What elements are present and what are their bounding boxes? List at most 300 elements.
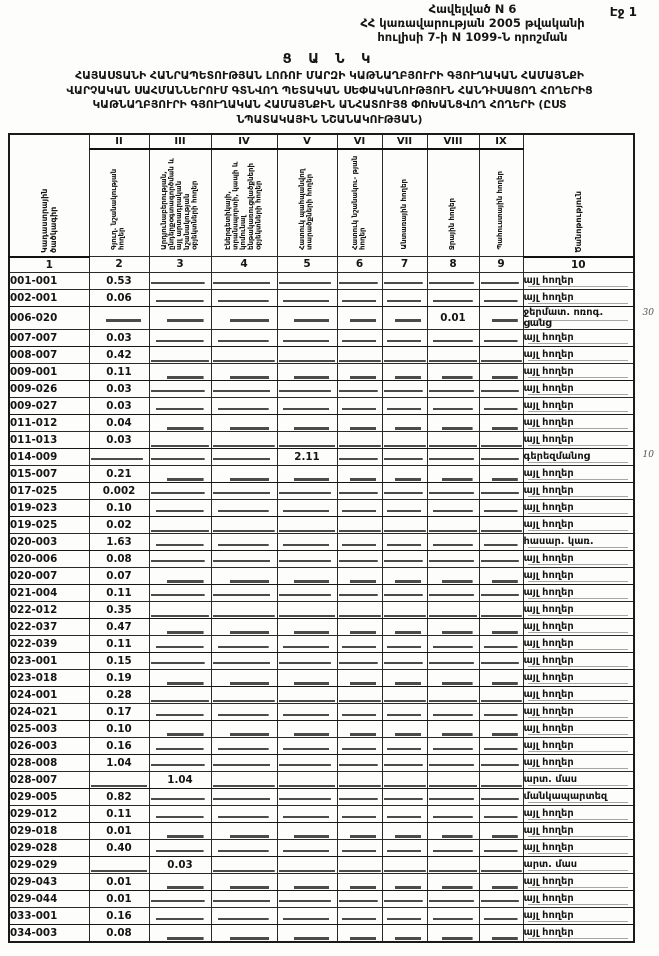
- column-number: 1: [9, 257, 89, 273]
- cell-area-col9: [479, 329, 523, 346]
- roman-numeral: V: [277, 134, 337, 149]
- table-row: [9, 431, 634, 448]
- table-row: [9, 873, 634, 890]
- cell-cadastral-code: 029-028: [9, 839, 89, 856]
- cell-area-col7: [382, 465, 427, 482]
- cell-area-col2: 0.07: [89, 567, 149, 584]
- column-number: 8: [427, 257, 479, 273]
- header-water-lands: Ջրային հողեր: [427, 149, 479, 257]
- cell-area-col4: [211, 567, 277, 584]
- cell-area-col7: [382, 890, 427, 907]
- cell-area-col6: [337, 272, 382, 289]
- cell-area-col2: 0.01: [89, 890, 149, 907]
- cell-area-col3: [149, 533, 211, 550]
- cell-area-col4: [211, 839, 277, 856]
- cell-area-col8: [427, 567, 479, 584]
- cell-cadastral-code: 033-001: [9, 907, 89, 924]
- cell-area-col7: [382, 686, 427, 703]
- table-row: [9, 703, 634, 720]
- cell-area-col9: [479, 635, 523, 652]
- cell-area-col8: [427, 788, 479, 805]
- cell-cadastral-code: 029-044: [9, 890, 89, 907]
- cell-area-col6: [337, 686, 382, 703]
- cell-area-col3: [149, 272, 211, 289]
- cell-area-col4: [211, 306, 277, 329]
- cell-note: այլ հողեր: [523, 805, 634, 822]
- cell-area-col3: [149, 380, 211, 397]
- column-number: 10: [523, 257, 634, 273]
- cell-area-col3: [149, 924, 211, 942]
- cell-area-col3: [149, 550, 211, 567]
- cell-area-col4: [211, 720, 277, 737]
- cell-area-col8: [427, 652, 479, 669]
- cell-area-col5: [277, 737, 337, 754]
- cell-area-col2: 0.04: [89, 414, 149, 431]
- cell-area-col2: 1.63: [89, 533, 149, 550]
- land-table-wrapper: [0, 133, 659, 943]
- cell-note: արտ. մաս: [523, 856, 634, 873]
- cell-area-col3: [149, 465, 211, 482]
- cell-area-col8: [427, 856, 479, 873]
- cell-area-col6: [337, 669, 382, 686]
- cell-cadastral-code: 029-012: [9, 805, 89, 822]
- cell-area-col3: [149, 414, 211, 431]
- cell-area-col7: [382, 289, 427, 306]
- cell-area-col9: [479, 363, 523, 380]
- cell-cadastral-code: 023-001: [9, 652, 89, 669]
- cell-area-col9: [479, 414, 523, 431]
- cell-area-col3: [149, 754, 211, 771]
- page-number-label: Էջ 1: [609, 5, 637, 19]
- cell-area-col2: 0.42: [89, 346, 149, 363]
- cell-cadastral-code: 024-021: [9, 703, 89, 720]
- cell-area-col2: 0.16: [89, 907, 149, 924]
- cell-note: հասար. կառ.: [523, 533, 634, 550]
- cell-note: այլ հողեր: [523, 754, 634, 771]
- scanned-page: [0, 2, 659, 943]
- cell-area-col4: [211, 289, 277, 306]
- table-row: [9, 618, 634, 635]
- cell-area-col2: [89, 771, 149, 788]
- table-row: [9, 533, 634, 550]
- table-row: [9, 720, 634, 737]
- cell-area-col6: [337, 414, 382, 431]
- cell-area-col9: [479, 516, 523, 533]
- cell-cadastral-code: 022-039: [9, 635, 89, 652]
- table-row: [9, 448, 634, 465]
- cell-cadastral-code: 011-012: [9, 414, 89, 431]
- cell-area-col5: [277, 363, 337, 380]
- cell-area-col2: 0.82: [89, 788, 149, 805]
- cell-area-col7: [382, 448, 427, 465]
- table-row: [9, 363, 634, 380]
- cell-area-col8: [427, 363, 479, 380]
- cell-area-col2: 0.11: [89, 635, 149, 652]
- cell-area-col5: [277, 272, 337, 289]
- cell-area-col3: [149, 346, 211, 363]
- cell-area-col6: [337, 737, 382, 754]
- cell-area-col5: [277, 652, 337, 669]
- cell-area-col9: [479, 499, 523, 516]
- cell-area-col2: 0.11: [89, 363, 149, 380]
- cell-area-col9: [479, 720, 523, 737]
- cell-area-col2: 0.15: [89, 652, 149, 669]
- cell-area-col7: [382, 499, 427, 516]
- table-row: [9, 805, 634, 822]
- roman-numeral: IX: [479, 134, 523, 149]
- table-row: [9, 907, 634, 924]
- cell-area-col3: [149, 703, 211, 720]
- cell-area-col8: [427, 873, 479, 890]
- cell-area-col8: [427, 533, 479, 550]
- table-row: [9, 839, 634, 856]
- header-industrial-lands: Արդյունաբերության, ընդերքօգտագործման և այլ արտադրական նշանակության օբյեկտների հողեր: [149, 149, 211, 257]
- cell-area-col6: [337, 873, 382, 890]
- cell-area-col9: [479, 924, 523, 942]
- cell-cadastral-code: 029-043: [9, 873, 89, 890]
- cell-cadastral-code: 020-007: [9, 567, 89, 584]
- cell-area-col5: [277, 754, 337, 771]
- cell-note: ջերմատ. ոռոգ. ցանց 30: [523, 306, 654, 329]
- cell-area-col4: [211, 533, 277, 550]
- cell-area-col7: [382, 924, 427, 942]
- cell-area-col8: [427, 686, 479, 703]
- cell-cadastral-code: 028-008: [9, 754, 89, 771]
- cell-area-col7: [382, 397, 427, 414]
- cell-area-col6: [337, 380, 382, 397]
- cell-area-col7: [382, 669, 427, 686]
- cell-area-col3: [149, 584, 211, 601]
- cell-area-col5: [277, 873, 337, 890]
- cell-area-col6: [337, 346, 382, 363]
- cell-area-col9: [479, 873, 523, 890]
- cell-area-col9: [479, 805, 523, 822]
- cell-area-col7: [382, 601, 427, 618]
- roman-numeral: III: [149, 134, 211, 149]
- cell-area-col8: [427, 289, 479, 306]
- cell-area-col5: [277, 788, 337, 805]
- document-subtitle: [0, 69, 659, 127]
- cell-area-col5: [277, 839, 337, 856]
- cell-area-col3: [149, 499, 211, 516]
- cell-area-col4: [211, 272, 277, 289]
- cell-area-col6: [337, 652, 382, 669]
- cell-area-col2: 0.002: [89, 482, 149, 499]
- header-special-purpose-lands: Հատուկ նշանակու- թյան հողեր: [337, 149, 382, 257]
- cell-area-col7: [382, 533, 427, 550]
- handwritten-margin-note: 10: [642, 449, 654, 460]
- cell-area-col7: [382, 618, 427, 635]
- cell-area-col4: [211, 329, 277, 346]
- cell-cadastral-code: 019-023: [9, 499, 89, 516]
- cell-note: այլ հողեր: [523, 482, 634, 499]
- cell-area-col2: 0.03: [89, 431, 149, 448]
- roman-numeral: IV: [211, 134, 277, 149]
- cell-area-col5: [277, 516, 337, 533]
- cell-note: մանկապարտեզ: [523, 788, 634, 805]
- cell-area-col8: [427, 907, 479, 924]
- cell-area-col5: [277, 306, 337, 329]
- cell-area-col5: [277, 499, 337, 516]
- table-row: [9, 635, 634, 652]
- cell-area-col2: 0.11: [89, 805, 149, 822]
- cell-area-col3: [149, 686, 211, 703]
- cell-cadastral-code: 014-009: [9, 448, 89, 465]
- cell-area-col3: [149, 669, 211, 686]
- cell-area-col8: [427, 669, 479, 686]
- appendix-reference: [295, 2, 650, 44]
- table-row: [9, 516, 634, 533]
- cell-note: այլ հողեր: [523, 822, 634, 839]
- cell-area-col3: [149, 822, 211, 839]
- cell-area-col2: [89, 306, 149, 329]
- cell-area-col9: [479, 703, 523, 720]
- table-row: [9, 465, 634, 482]
- cell-area-col4: [211, 873, 277, 890]
- cell-area-col2: 0.11: [89, 584, 149, 601]
- header-agricultural-lands: Գյուղ. նշանակության հողեր: [89, 149, 149, 257]
- cell-area-col2: 0.35: [89, 601, 149, 618]
- cell-area-col3: 1.04: [149, 771, 211, 788]
- cell-area-col7: [382, 737, 427, 754]
- cell-area-col8: [427, 431, 479, 448]
- cell-area-col8: [427, 805, 479, 822]
- table-row: [9, 788, 634, 805]
- cell-area-col7: [382, 788, 427, 805]
- cell-area-col4: [211, 550, 277, 567]
- column-number-row: [9, 257, 634, 273]
- cell-area-col6: [337, 839, 382, 856]
- cell-area-col7: [382, 754, 427, 771]
- cell-note: այլ հողեր: [523, 363, 634, 380]
- cell-area-col5: [277, 686, 337, 703]
- cell-note: այլ հողեր: [523, 686, 634, 703]
- cell-area-col2: 1.04: [89, 754, 149, 771]
- cell-area-col6: [337, 788, 382, 805]
- cell-area-col3: [149, 448, 211, 465]
- cell-area-col3: [149, 805, 211, 822]
- cell-area-col7: [382, 272, 427, 289]
- cell-note: այլ հողեր: [523, 397, 634, 414]
- cell-area-col4: [211, 771, 277, 788]
- cell-note: այլ հողեր: [523, 465, 634, 482]
- cell-area-col2: [89, 448, 149, 465]
- cell-area-col9: [479, 465, 523, 482]
- cell-cadastral-code: 021-004: [9, 584, 89, 601]
- cell-area-col5: [277, 465, 337, 482]
- cell-area-col4: [211, 482, 277, 499]
- cell-area-col3: [149, 329, 211, 346]
- cell-area-col4: [211, 363, 277, 380]
- cell-area-col9: [479, 669, 523, 686]
- table-row: [9, 669, 634, 686]
- table-row: [9, 890, 634, 907]
- cell-area-col3: [149, 720, 211, 737]
- cell-area-col3: [149, 839, 211, 856]
- cell-area-col6: [337, 567, 382, 584]
- cell-area-col6: [337, 924, 382, 942]
- cell-cadastral-code: 029-029: [9, 856, 89, 873]
- table-row: [9, 482, 634, 499]
- cell-note: այլ հողեր: [523, 890, 634, 907]
- cell-area-col2: 0.03: [89, 380, 149, 397]
- cell-area-col5: [277, 601, 337, 618]
- land-categories-table: [8, 133, 654, 943]
- header-cadastral-code: Կադաստրային ծածկագիր: [9, 134, 89, 257]
- cell-area-col8: [427, 618, 479, 635]
- cell-cadastral-code: 026-003: [9, 737, 89, 754]
- table-row: [9, 329, 634, 346]
- table-row: [9, 754, 634, 771]
- header-forest-lands: Անտառային հողեր: [382, 149, 427, 257]
- cell-note: այլ հողեր: [523, 873, 634, 890]
- cell-cadastral-code: 022-012: [9, 601, 89, 618]
- cell-cadastral-code: 009-027: [9, 397, 89, 414]
- table-row: [9, 601, 634, 618]
- cell-area-col8: [427, 890, 479, 907]
- cell-area-col7: [382, 907, 427, 924]
- appendix-line: Հավելված N 6: [428, 2, 517, 16]
- roman-numeral: VII: [382, 134, 427, 149]
- cell-area-col9: [479, 380, 523, 397]
- cell-area-col4: [211, 703, 277, 720]
- cell-cadastral-code: 029-005: [9, 788, 89, 805]
- cell-area-col6: [337, 550, 382, 567]
- cell-note: այլ հողեր: [523, 907, 634, 924]
- cell-area-col9: [479, 533, 523, 550]
- cell-area-col5: [277, 907, 337, 924]
- table-row: [9, 652, 634, 669]
- table-header: [9, 134, 634, 272]
- cell-area-col9: [479, 482, 523, 499]
- cell-area-col3: [149, 397, 211, 414]
- cell-area-col5: [277, 431, 337, 448]
- cell-area-col2: 0.10: [89, 720, 149, 737]
- cell-area-col6: [337, 289, 382, 306]
- cell-area-col8: [427, 924, 479, 942]
- header-notes: Ծանոթություն: [523, 134, 634, 257]
- cell-area-col8: [427, 703, 479, 720]
- cell-cadastral-code: 008-007: [9, 346, 89, 363]
- cell-area-col6: [337, 822, 382, 839]
- cell-area-col7: [382, 329, 427, 346]
- cell-area-col6: [337, 306, 382, 329]
- cell-note: այլ հողեր: [523, 380, 634, 397]
- column-number: 5: [277, 257, 337, 273]
- cell-area-col8: [427, 397, 479, 414]
- cell-area-col5: [277, 635, 337, 652]
- cell-area-col4: [211, 414, 277, 431]
- cell-cadastral-code: 020-006: [9, 550, 89, 567]
- cell-area-col9: [479, 346, 523, 363]
- cell-cadastral-code: 024-001: [9, 686, 89, 703]
- cell-area-col2: 0.01: [89, 873, 149, 890]
- cell-area-col4: [211, 516, 277, 533]
- cell-area-col6: [337, 482, 382, 499]
- cell-note: այլ հողեր: [523, 516, 634, 533]
- cell-note: այլ հողեր: [523, 289, 634, 306]
- cell-area-col7: [382, 720, 427, 737]
- cell-area-col7: [382, 652, 427, 669]
- cell-area-col3: [149, 618, 211, 635]
- cell-area-col5: [277, 771, 337, 788]
- cell-area-col9: [479, 737, 523, 754]
- cell-area-col2: 0.40: [89, 839, 149, 856]
- cell-area-col3: [149, 516, 211, 533]
- cell-area-col5: [277, 584, 337, 601]
- cell-area-col6: [337, 601, 382, 618]
- cell-area-col9: [479, 652, 523, 669]
- column-number: 6: [337, 257, 382, 273]
- cell-area-col4: [211, 618, 277, 635]
- cell-area-col7: [382, 414, 427, 431]
- cell-area-col9: [479, 686, 523, 703]
- column-number: 9: [479, 257, 523, 273]
- cell-cadastral-code: 029-018: [9, 822, 89, 839]
- table-row: [9, 272, 634, 289]
- cell-area-col2: 0.28: [89, 686, 149, 703]
- table-row: [9, 499, 634, 516]
- cell-area-col4: [211, 686, 277, 703]
- cell-area-col4: [211, 397, 277, 414]
- cell-area-col4: [211, 601, 277, 618]
- table-row: [9, 346, 634, 363]
- cell-area-col9: [479, 856, 523, 873]
- cell-note: այլ հողեր: [523, 669, 634, 686]
- cell-area-col6: [337, 363, 382, 380]
- cell-area-col9: [479, 890, 523, 907]
- cell-cadastral-code: 001-001: [9, 272, 89, 289]
- cell-area-col8: [427, 550, 479, 567]
- column-number: 4: [211, 257, 277, 273]
- cell-note: այլ հողեր: [523, 272, 634, 289]
- cell-area-col3: [149, 873, 211, 890]
- cell-area-col6: [337, 584, 382, 601]
- cell-area-col2: 0.10: [89, 499, 149, 516]
- cell-area-col4: [211, 635, 277, 652]
- cell-area-col9: [479, 431, 523, 448]
- cell-cadastral-code: 025-003: [9, 720, 89, 737]
- cell-area-col3: [149, 652, 211, 669]
- cell-area-col2: 0.01: [89, 822, 149, 839]
- cell-note: այլ հողեր: [523, 431, 634, 448]
- cell-area-col4: [211, 907, 277, 924]
- cell-area-col9: [479, 448, 523, 465]
- table-row: [9, 380, 634, 397]
- cell-area-col9: [479, 907, 523, 924]
- cell-area-col2: 0.03: [89, 329, 149, 346]
- cell-area-col7: [382, 380, 427, 397]
- subtitle-line: ԿԱԹՆԱՂԲՅՈՒՐԻ ԳՅՈՒՂԱԿԱՆ ՀԱՄԱՅՆՔԻՆ ԱՆՀԱՏՈՒՅՑ ՓՈԽԱՆՑՎՈՂ ՀՈՂԵՐԻ (ԸՍՏ: [92, 98, 567, 111]
- subtitle-line: ՎԱՐՉԱԿԱՆ ՍԱՀՄԱՆՆԵՐՈՒՄ ԳՏՆՎՈՂ ՊԵՏԱԿԱՆ ՍԵՓԱԿԱՆՈՒԹՅՈՒՆ ՀԱՆԴԻՍԱՑՈՂ ՀՈՂԵՐԻՑ: [66, 83, 593, 97]
- cell-area-col5: [277, 567, 337, 584]
- cell-area-col6: [337, 635, 382, 652]
- cell-area-col8: [427, 448, 479, 465]
- cell-area-col8: [427, 737, 479, 754]
- header-energy-transport-lands: Էներգետիկայի, տրանսպորտի, կապի և կոմունալ ենթակառուցվածքների օբյեկտների հողեր: [211, 149, 277, 257]
- cell-area-col5: [277, 618, 337, 635]
- cell-note: այլ հողեր: [523, 601, 634, 618]
- cell-area-col4: [211, 448, 277, 465]
- cell-area-col2: 0.53: [89, 272, 149, 289]
- cell-area-col7: [382, 635, 427, 652]
- cell-area-col5: [277, 669, 337, 686]
- cell-cadastral-code: 007-007: [9, 329, 89, 346]
- cell-cadastral-code: 011-013: [9, 431, 89, 448]
- cell-area-col8: [427, 771, 479, 788]
- cell-area-col8: 0.01: [427, 306, 479, 329]
- cell-area-col2: 0.47: [89, 618, 149, 635]
